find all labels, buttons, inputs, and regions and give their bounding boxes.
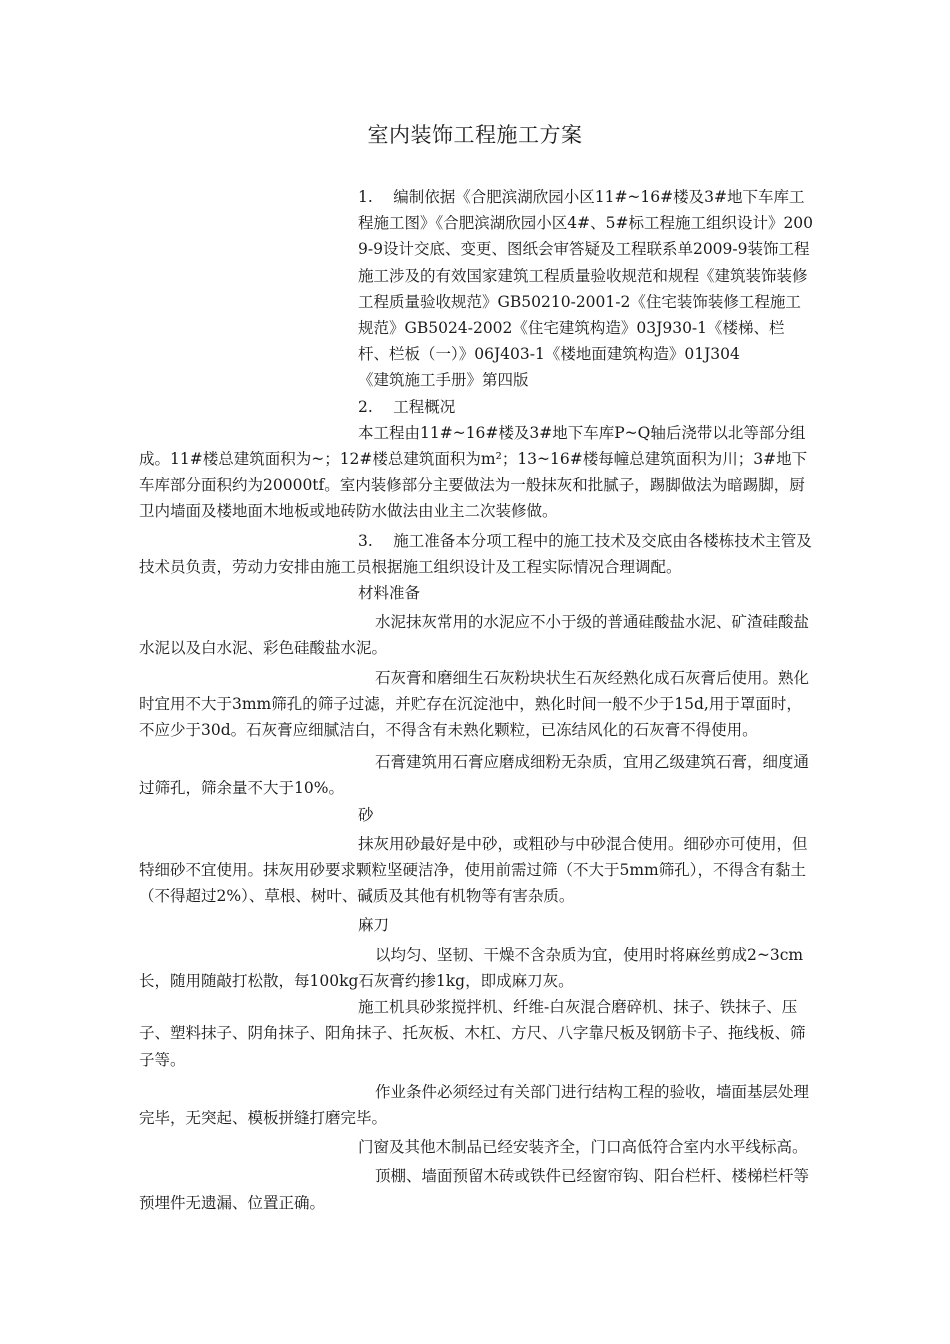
- paragraph-conditions: 作业条件必须经过有关部门进行结构工程的验收，墙面基层处理完毕，无突起、模板拼缝打磨完毕。: [139, 1082, 810, 1127]
- heading-sand: 砂: [358, 805, 374, 824]
- paragraph-tools: 施工机具砂浆搅拌机、纤维-白灰混合磨碎机、抹子、铁抹子、压子、塑料抹子、阴角抹子、阳角抹子、托灰板、木杠、方尺、八字靠尺板及钢筋卡子、拖线板、筛子等。: [139, 998, 806, 1069]
- heading-overview: 2. 工程概况: [358, 397, 456, 416]
- paragraph-overview: 本工程由11#~16#楼及3#地下车库P~Q轴后浇带以北等部分组成。11#楼总建筑面积为~；12#楼总建筑面积为m²；13~16#楼每幢总建筑面积为川；3#地下车库部分面积约为20000tf。室内装修部分主要做法为一般抹灰和批腻子，踢脚做法为暗踢脚，厨卫内墙面及楼地面木地板或地砖防水做法由业主二次装修做。: [139, 423, 808, 521]
- paragraph-handbook: 《建筑施工手册》第四版: [358, 371, 529, 390]
- paragraph-cement: 水泥抹灰常用的水泥应不小于级的普通硅酸盐水泥、矿渣硅酸盐水泥以及白水泥、彩色硅酸盐水泥。: [139, 613, 810, 658]
- heading-materials: 材料准备: [358, 584, 421, 603]
- paragraph-hemp: 以均匀、坚韧、干燥不含杂质为宜，使用时将麻丝剪成2~3cm长，随用随敲打松散，每100kg石灰膏约掺1kg，即成麻刀灰。: [139, 945, 804, 990]
- paragraph-preparation: 3. 施工准备本分项工程中的施工技术及交底由各楼栋技术主管及技术员负责，劳动力安排由施工员根据施工组织设计及工程实际情况合理调配。: [139, 531, 812, 576]
- paragraph-sand: 抹灰用砂最好是中砂，或粗砂与中砂混合使用。细砂亦可使用，但特细砂不宜使用。抹灰用砂要求颗粒坚硬洁净，使用前需过筛（不大于5mm筛孔），不得含有黏土（不得超过2%）、草根、树叶、碱质及其他有机物等有害杂质。: [139, 834, 808, 906]
- paragraph-lime: 石灰膏和磨细生石灰粉块状生石灰经熟化成石灰膏后使用。熟化时宜用不大于3mm筛孔的筛子过滤，并贮存在沉淀池中，熟化时间一般不少于15d,用于罩面时，不应少于30d。石灰膏应细腻洁白，不得含有未熟化颗粒，已冻结风化的石灰膏不得使用。: [139, 668, 810, 740]
- page-title: 室内装饰工程施工方案: [367, 123, 583, 147]
- paragraph-embedded: 顶棚、墙面预留木砖或铁件已经窗帘钩、阳台栏杆、楼梯栏杆等预埋件无遗漏、位置正确。: [139, 1167, 810, 1212]
- paragraph-doors: 门窗及其他木制品已经安装齐全，门口高低符合室内水平线标高。: [358, 1138, 808, 1157]
- document-body: [139, 184, 815, 1216]
- paragraph-basis: 1. 编制依据《合肥滨湖欣园小区11#~16#楼及3#地下车库工程施工图》《合肥滨湖欣园小区4#、5#标工程施工组织设计》2009-9设计交底、变更、图纸会审答疑及工程联系单2009-9装饰工程施工涉及的有效国家建筑工程质量验收规范和规程《建筑装饰装修工程质量验收规范》GB50210-2001-2《住宅装饰装修工程施工规范》GB5024-2002《住宅建筑构造》03J930-1《楼梯、栏杆、栏板（一）》06J403-1《楼地面建筑构造》01J304: [358, 188, 814, 364]
- heading-hemp: 麻刀: [358, 916, 390, 935]
- paragraph-gypsum: 石膏建筑用石膏应磨成细粉无杂质，宜用乙级建筑石膏，细度通过筛孔，筛余量不大于10%。: [139, 753, 810, 798]
